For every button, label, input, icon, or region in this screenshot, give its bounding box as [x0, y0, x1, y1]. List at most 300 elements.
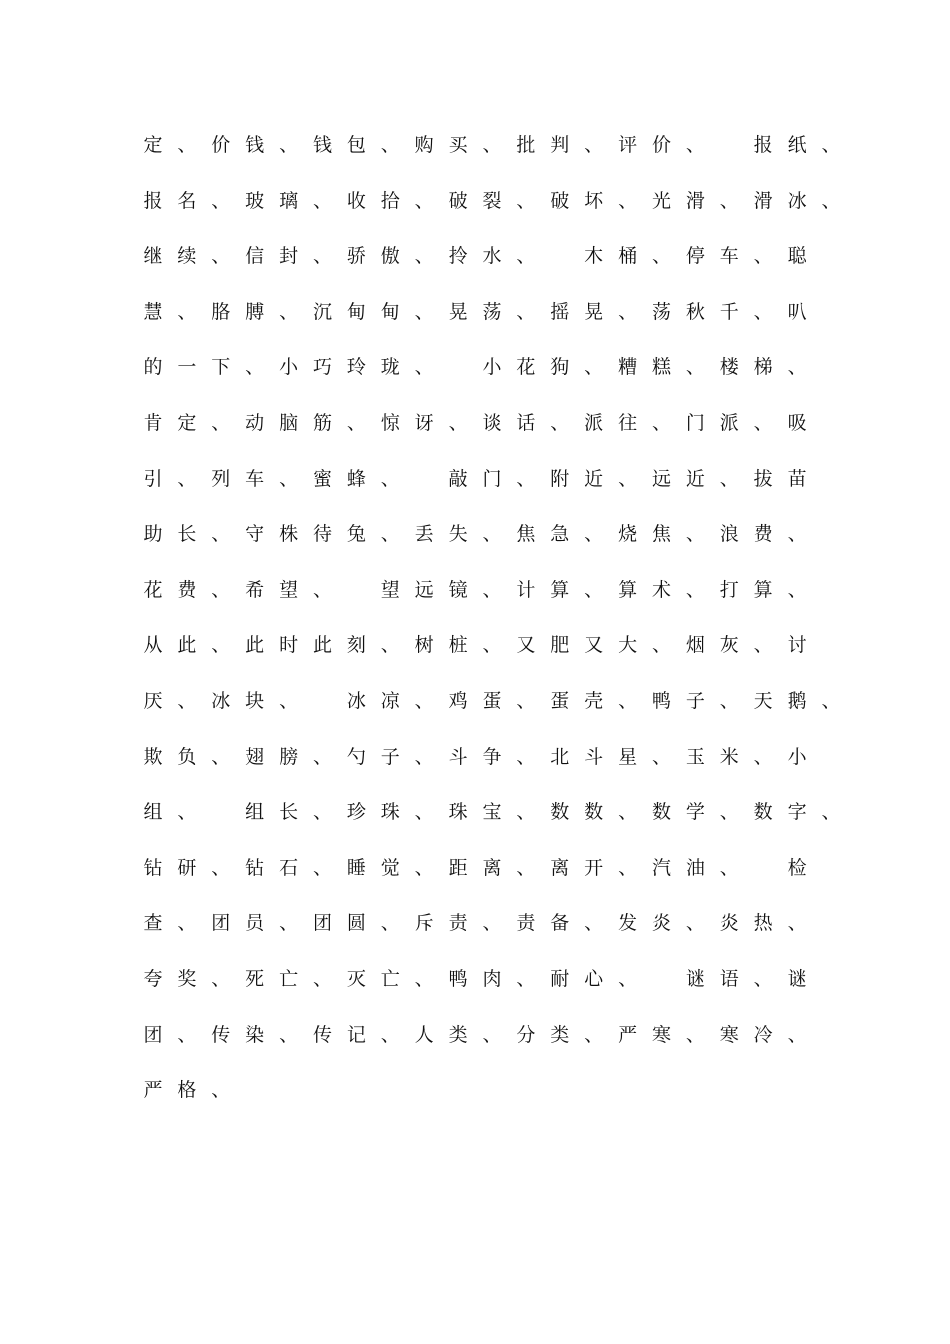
glyph: 、: [516, 968, 536, 990]
glyph: 汽: [651, 856, 671, 879]
word-list-line: [0, 125, 950, 165]
glyph: 此: [312, 634, 332, 657]
glyph: [310, 681, 336, 721]
glyph: 急: [550, 523, 570, 546]
glyph: 晃: [584, 300, 604, 323]
glyph: 名: [177, 189, 197, 212]
glyph: 钱: [245, 134, 265, 156]
glyph: 慧: [143, 300, 163, 323]
glyph: 甸: [380, 300, 400, 323]
glyph: 引: [143, 467, 163, 490]
glyph: 木: [584, 245, 604, 268]
glyph: 滑: [753, 189, 773, 212]
glyph: 苗: [787, 467, 807, 490]
word-list-line: [0, 625, 950, 665]
glyph: 肉: [482, 968, 502, 990]
glyph: 傲: [380, 245, 400, 268]
glyph: [649, 959, 675, 999]
glyph: 、: [414, 801, 434, 824]
glyph: 、: [584, 134, 604, 156]
glyph: 筋: [312, 412, 332, 434]
glyph: 批: [516, 134, 536, 156]
word-list-line: [0, 681, 950, 721]
glyph: 、: [312, 856, 332, 879]
glyph: 花: [143, 578, 163, 601]
glyph: 、: [584, 578, 604, 601]
word-list-line: [0, 959, 950, 999]
glyph: 、: [279, 300, 299, 323]
glyph: 、: [312, 801, 332, 824]
glyph: 、: [618, 856, 638, 879]
glyph: 定: [177, 412, 197, 434]
glyph: 玲: [346, 356, 366, 379]
glyph: 蛋: [482, 690, 502, 712]
glyph: 灰: [719, 634, 739, 657]
glyph: 珠: [380, 801, 400, 824]
glyph: 、: [245, 356, 265, 379]
glyph: 玻: [245, 189, 265, 212]
glyph: 寒: [719, 1023, 739, 1046]
glyph: 膀: [279, 745, 299, 768]
glyph: [411, 459, 437, 499]
glyph: 耐: [550, 968, 570, 990]
glyph: 、: [651, 745, 671, 768]
glyph: 、: [685, 578, 705, 601]
glyph: 数: [550, 801, 570, 824]
glyph: 死: [245, 968, 265, 990]
glyph: 、: [516, 245, 536, 268]
glyph: 、: [821, 189, 841, 212]
glyph: 、: [753, 745, 773, 768]
glyph: 夸: [143, 968, 163, 990]
glyph: 一: [177, 356, 197, 379]
glyph: 收: [346, 189, 366, 212]
glyph: 、: [211, 745, 231, 768]
glyph: 滑: [685, 189, 705, 212]
glyph: 奖: [177, 968, 197, 990]
glyph: 膊: [245, 300, 265, 323]
glyph: 、: [414, 245, 434, 268]
glyph: 、: [279, 467, 299, 490]
glyph: 、: [414, 300, 434, 323]
glyph: 鸭: [448, 968, 468, 990]
glyph: 算: [618, 578, 638, 601]
glyph: 离: [550, 856, 570, 879]
glyph: 严: [618, 1023, 638, 1046]
glyph: 又: [516, 634, 536, 657]
glyph: 组: [143, 801, 163, 824]
glyph: 谜: [685, 968, 705, 990]
glyph: 钻: [245, 856, 265, 879]
glyph: 、: [279, 1023, 299, 1046]
glyph: 定: [143, 134, 163, 156]
glyph: 传: [312, 1023, 332, 1046]
glyph: 勺: [346, 745, 366, 768]
glyph: 晃: [448, 300, 468, 323]
glyph: 责: [516, 912, 536, 935]
glyph: 荡: [651, 300, 671, 323]
glyph: 派: [719, 412, 739, 434]
glyph: 、: [753, 412, 773, 434]
glyph: 负: [177, 745, 197, 768]
glyph: 、: [516, 745, 536, 768]
glyph: 、: [312, 189, 332, 212]
glyph: 助: [143, 523, 163, 546]
glyph: 纸: [787, 134, 807, 156]
glyph: 糕: [651, 356, 671, 379]
glyph: 沉: [312, 300, 332, 323]
glyph: 千: [719, 300, 739, 323]
word-list-line: [0, 181, 950, 221]
glyph: 、: [482, 134, 502, 156]
glyph: 、: [414, 356, 434, 379]
glyph: 子: [380, 745, 400, 768]
glyph: 钱: [312, 134, 332, 156]
glyph: 浪: [719, 523, 739, 546]
glyph: 、: [279, 690, 299, 712]
glyph: 鸡: [448, 690, 468, 712]
glyph: 、: [516, 189, 536, 212]
word-list-line: [0, 737, 950, 777]
glyph: 株: [279, 523, 299, 546]
glyph: 觉: [380, 856, 400, 879]
glyph: 、: [685, 523, 705, 546]
glyph: 、: [380, 467, 400, 490]
glyph: 、: [177, 1023, 197, 1046]
glyph: 珑: [380, 356, 400, 379]
glyph: 子: [685, 690, 705, 712]
glyph: 、: [618, 801, 638, 824]
glyph: 车: [719, 245, 739, 268]
glyph: 、: [516, 467, 536, 490]
glyph: 格: [177, 1079, 197, 1102]
glyph: 炎: [719, 912, 739, 935]
glyph: 类: [448, 1023, 468, 1046]
glyph: 楼: [719, 356, 739, 379]
glyph: 望: [380, 578, 400, 601]
word-list-line: [0, 459, 950, 499]
glyph: 、: [618, 189, 638, 212]
glyph: 、: [211, 968, 231, 990]
glyph: 、: [177, 801, 197, 824]
glyph: 争: [482, 745, 502, 768]
glyph: 门: [482, 467, 502, 490]
glyph: 凉: [380, 690, 400, 712]
glyph: 冰: [346, 690, 366, 712]
glyph: 往: [618, 412, 638, 434]
glyph: 发: [618, 912, 638, 935]
glyph: 兔: [346, 523, 366, 546]
glyph: 、: [516, 856, 536, 879]
glyph: 甸: [346, 300, 366, 323]
glyph: 讶: [414, 412, 434, 434]
glyph: 购: [414, 134, 434, 156]
glyph: 欺: [143, 745, 163, 768]
glyph: 、: [482, 634, 502, 657]
glyph: 斥: [414, 912, 434, 935]
glyph: 、: [279, 912, 299, 935]
glyph: 、: [346, 412, 366, 434]
word-list-line: [0, 1015, 950, 1055]
glyph: 桶: [618, 245, 638, 268]
glyph: 检: [787, 856, 807, 879]
glyph: 、: [584, 356, 604, 379]
glyph: 报: [753, 134, 773, 156]
glyph: [445, 347, 471, 387]
glyph: 时: [279, 634, 299, 657]
glyph: 焦: [516, 523, 536, 546]
glyph: 寒: [651, 1023, 671, 1046]
glyph: 计: [516, 578, 536, 601]
glyph: 谜: [787, 968, 807, 990]
glyph: 糟: [618, 356, 638, 379]
glyph: 费: [177, 578, 197, 601]
glyph: 斗: [448, 745, 468, 768]
glyph: 翅: [245, 745, 265, 768]
glyph: 、: [719, 856, 739, 879]
glyph: 鸭: [651, 690, 671, 712]
glyph: 心: [584, 968, 604, 990]
glyph: 守: [245, 523, 265, 546]
glyph: 、: [211, 245, 231, 268]
glyph: 鹅: [787, 690, 807, 712]
glyph: 、: [516, 801, 536, 824]
glyph: 远: [651, 467, 671, 490]
glyph: 拔: [753, 467, 773, 490]
glyph: 、: [177, 690, 197, 712]
glyph: 桩: [448, 634, 468, 657]
glyph: [343, 570, 369, 610]
glyph: 下: [211, 356, 231, 379]
word-list-line: [0, 514, 950, 554]
glyph: 、: [312, 578, 332, 601]
glyph: 焦: [651, 523, 671, 546]
glyph: 、: [685, 1023, 705, 1046]
glyph: 热: [753, 912, 773, 935]
glyph: 、: [651, 634, 671, 657]
glyph: 北: [550, 745, 570, 768]
glyph: 、: [380, 912, 400, 935]
glyph: 冰: [211, 690, 231, 712]
glyph: 、: [414, 189, 434, 212]
glyph: 、: [719, 690, 739, 712]
glyph: 、: [380, 1023, 400, 1046]
glyph: 蜂: [346, 467, 366, 490]
glyph: 、: [618, 467, 638, 490]
glyph: 价: [211, 134, 231, 156]
glyph: 、: [211, 523, 231, 546]
glyph: 、: [787, 912, 807, 935]
glyph: 厌: [143, 690, 163, 712]
glyph: 查: [143, 912, 163, 935]
glyph: 团: [312, 912, 332, 935]
glyph: 坏: [584, 189, 604, 212]
glyph: 炎: [651, 912, 671, 935]
glyph: 狗: [550, 356, 570, 379]
glyph: 拎: [448, 245, 468, 268]
glyph: 、: [516, 300, 536, 323]
glyph: 数: [753, 801, 773, 824]
glyph: 、: [211, 856, 231, 879]
glyph: 惊: [380, 412, 400, 434]
glyph: 数: [584, 801, 604, 824]
glyph: 胳: [211, 300, 231, 323]
glyph: 人: [414, 1023, 434, 1046]
glyph: 裂: [482, 189, 502, 212]
glyph: 打: [719, 578, 739, 601]
glyph: 的: [143, 356, 163, 379]
glyph: 、: [482, 1023, 502, 1046]
glyph: 骄: [346, 245, 366, 268]
glyph: 、: [177, 134, 197, 156]
glyph: 续: [177, 245, 197, 268]
glyph: 肯: [143, 412, 163, 434]
glyph: 离: [482, 856, 502, 879]
glyph: 、: [584, 912, 604, 935]
glyph: 树: [414, 634, 434, 657]
glyph: 小: [787, 745, 807, 768]
glyph: 宝: [482, 801, 502, 824]
glyph: 叭: [787, 300, 807, 323]
glyph: 距: [448, 856, 468, 879]
glyph: 、: [211, 1079, 231, 1102]
glyph: 、: [380, 523, 400, 546]
glyph: 璃: [279, 189, 299, 212]
glyph: 责: [448, 912, 468, 935]
glyph: 蛋: [550, 690, 570, 712]
glyph: 壳: [584, 690, 604, 712]
glyph: 派: [584, 412, 604, 434]
glyph: 斗: [584, 745, 604, 768]
glyph: 、: [685, 134, 705, 156]
glyph: 、: [211, 578, 231, 601]
glyph: 、: [312, 245, 332, 268]
glyph: 光: [651, 189, 671, 212]
glyph: 珠: [448, 801, 468, 824]
glyph: 亡: [380, 968, 400, 990]
glyph: 摇: [550, 300, 570, 323]
glyph: 、: [719, 801, 739, 824]
glyph: 水: [482, 245, 502, 268]
glyph: 话: [516, 412, 536, 434]
glyph: 、: [550, 412, 570, 434]
glyph: 梯: [753, 356, 773, 379]
glyph: 花: [516, 356, 536, 379]
glyph: 、: [821, 134, 841, 156]
glyph: 员: [245, 912, 265, 935]
glyph: 评: [618, 134, 638, 156]
word-list-line: [0, 570, 950, 610]
glyph: 、: [719, 467, 739, 490]
glyph: 费: [753, 523, 773, 546]
glyph: 、: [753, 300, 773, 323]
glyph: 备: [550, 912, 570, 935]
glyph: 、: [685, 912, 705, 935]
glyph: 算: [753, 578, 773, 601]
glyph: [208, 792, 234, 832]
glyph: 信: [245, 245, 265, 268]
glyph: 附: [550, 467, 570, 490]
glyph: 拾: [380, 189, 400, 212]
glyph: 术: [651, 578, 671, 601]
glyph: 、: [753, 634, 773, 657]
glyph: 、: [312, 968, 332, 990]
glyph: 玉: [685, 745, 705, 768]
glyph: 镜: [448, 578, 468, 601]
glyph: 肥: [550, 634, 570, 657]
glyph: 、: [177, 467, 197, 490]
glyph: 灭: [346, 968, 366, 990]
glyph: 、: [584, 1023, 604, 1046]
glyph: 、: [482, 578, 502, 601]
glyph: 敲: [448, 467, 468, 490]
glyph: 近: [584, 467, 604, 490]
glyph: 、: [211, 634, 231, 657]
glyph: 传: [211, 1023, 231, 1046]
glyph: 、: [177, 300, 197, 323]
glyph: 包: [346, 134, 366, 156]
glyph: 大: [618, 634, 638, 657]
word-list-line: [0, 1070, 950, 1110]
glyph: 、: [516, 690, 536, 712]
glyph: [716, 125, 742, 165]
glyph: 类: [550, 1023, 570, 1046]
glyph: 烧: [618, 523, 638, 546]
glyph: 、: [618, 690, 638, 712]
glyph: 、: [448, 412, 468, 434]
glyph: 小: [482, 356, 502, 379]
glyph: 希: [245, 578, 265, 601]
word-list-line: [0, 236, 950, 276]
glyph: 组: [245, 801, 265, 824]
glyph: 、: [414, 968, 434, 990]
glyph: [750, 848, 776, 888]
glyph: 米: [719, 745, 739, 768]
glyph: 停: [685, 245, 705, 268]
glyph: 、: [753, 245, 773, 268]
glyph: 望: [279, 578, 299, 601]
glyph: 脑: [279, 412, 299, 434]
glyph: 、: [312, 745, 332, 768]
glyph: 、: [482, 523, 502, 546]
glyph: 封: [279, 245, 299, 268]
glyph: 钻: [143, 856, 163, 879]
glyph: 、: [584, 523, 604, 546]
glyph: 天: [753, 690, 773, 712]
glyph: 块: [245, 690, 265, 712]
glyph: 、: [414, 690, 434, 712]
glyph: 近: [685, 467, 705, 490]
word-list-line: [0, 292, 950, 332]
glyph: 此: [245, 634, 265, 657]
glyph: 价: [651, 134, 671, 156]
glyph: 吸: [787, 412, 807, 434]
glyph: 破: [448, 189, 468, 212]
glyph: 、: [821, 690, 841, 712]
glyph: 刻: [346, 634, 366, 657]
glyph: 小: [279, 356, 299, 379]
glyph: 长: [177, 523, 197, 546]
glyph: 、: [211, 189, 231, 212]
word-list-line: [0, 903, 950, 943]
glyph: 烟: [685, 634, 705, 657]
glyph: 圆: [346, 912, 366, 935]
glyph: 、: [651, 412, 671, 434]
glyph: 车: [245, 467, 265, 490]
glyph: 谈: [482, 412, 502, 434]
glyph: 、: [380, 134, 400, 156]
glyph: 继: [143, 245, 163, 268]
